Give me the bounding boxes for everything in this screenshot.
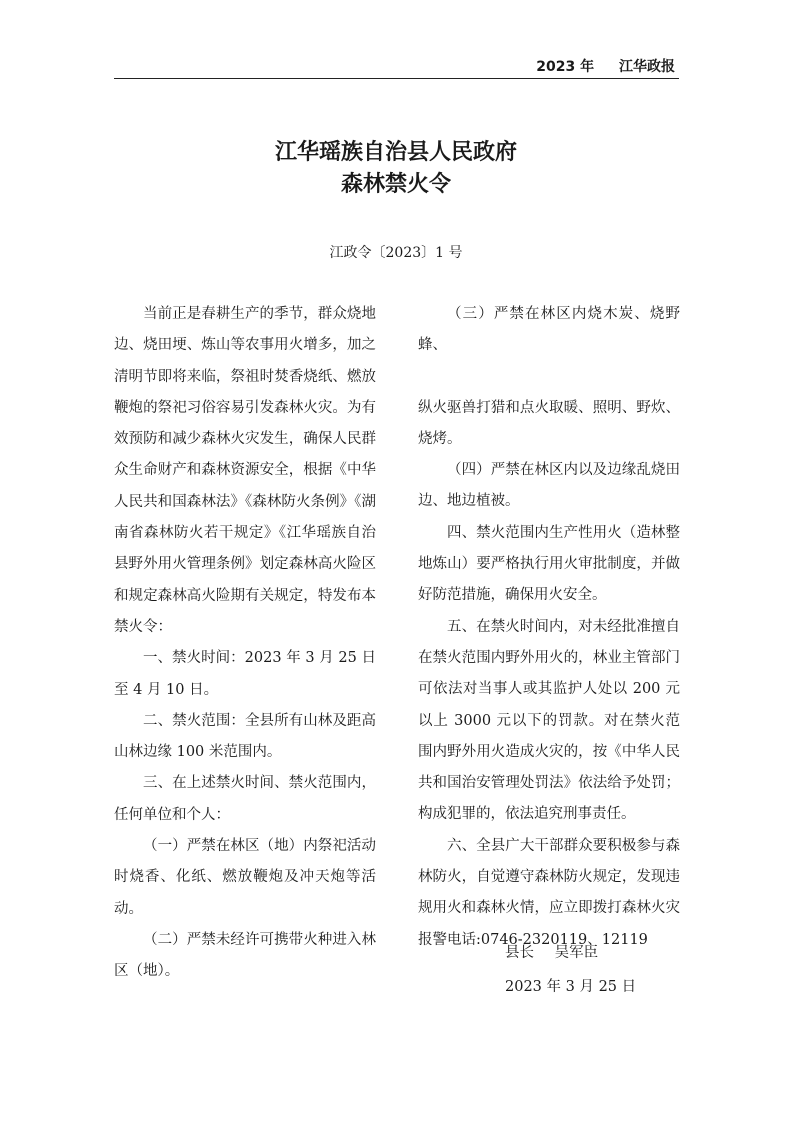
prohibition-item-2: （二）严禁未经许可携带火种进入林区（地）。	[114, 931, 376, 980]
paragraph-prohibitions-intro: 三、在上述禁火时间、禁火范围内，任何单位和个人：	[114, 775, 376, 823]
header-info	[536, 56, 675, 76]
paragraph-ban-time: 一、禁火时间：2023 年 3 月 25 日至 4 月 10 日。	[114, 650, 376, 698]
signature-line	[505, 941, 598, 962]
prohibition-item-3-continued: 纵火驱兽打猎和点火取暖、照明、野炊、烧烤。	[418, 399, 680, 447]
document-number: 江政令〔2023〕1 号	[329, 245, 463, 261]
intro-paragraph: 当前正是春耕生产的季节，群众烧地边、烧田埂、炼山等农事用火增多，加之清明节即将来临，祭祖时焚香烧纸、燃放鞭炮的祭祀习俗容易引发森林火灾。为有效预防和减少森林火灾发生，确保人民群众生命财产和森林资源安全，根据《中华人民共和国森林法》《森林防火条例》《湖南省森林防火若干规定》《江华瑶族自治县野外用火管理条例》划定森林高火险区和规定森林高火险期有关规定，特发布本禁火令：	[114, 306, 376, 635]
signature-name: 吴军臣	[554, 945, 599, 961]
signature-position: 县长	[505, 945, 534, 961]
right-column	[418, 299, 680, 956]
prohibition-item-1: （一）严禁在林区（地）内祭祀活动时烧香、化纸、燃放鞭炮及冲天炮等活动。	[114, 838, 376, 917]
paragraph-production-fire: 四、禁火范围内生产性用火（造林整地炼山）要严格执行用火审批制度，并做好防范措施，确保用火安全。	[418, 524, 680, 604]
paragraph-public-participation: 六、全县广大干部群众要积极参与森林防火，自觉遵守森林防火规定，发现违规用火和森林火情，应立即拨打森林火灾报警电话:0746-2320119、12119	[418, 837, 680, 948]
document-title-line1: 江华瑶族自治县人民政府	[274, 139, 517, 165]
prohibition-item-3-start: （三）严禁在林区内烧木炭、烧野蜂、	[418, 306, 680, 354]
document-title-line2: 森林禁火令	[340, 171, 451, 197]
signature-date: 2023 年 3 月 25 日	[505, 979, 637, 995]
left-column	[114, 299, 376, 988]
paragraph-penalties: 五、在禁火时间内，对未经批准擅自在禁火范围内野外用火的，林业主管部门可依法对当事人或其监护人处以 200 元以上 3000 元以下的罚款。对在禁火范围内野外用火造成火灾的，按《中华人民共和国治安管理处罚法》依法给予处罚；构成犯罪的，依法追究刑事责任。	[418, 618, 680, 823]
header-publication: 江华政报	[619, 59, 675, 75]
header-year: 2023 年	[536, 59, 595, 75]
prohibition-item-4: （四）严禁在林区内以及边缘乱烧田边、地边植被。	[418, 462, 680, 510]
paragraph-ban-scope: 二、禁火范围：全县所有山林及距高山林边缘 100 米范围内。	[114, 712, 376, 761]
page-header	[114, 52, 679, 79]
